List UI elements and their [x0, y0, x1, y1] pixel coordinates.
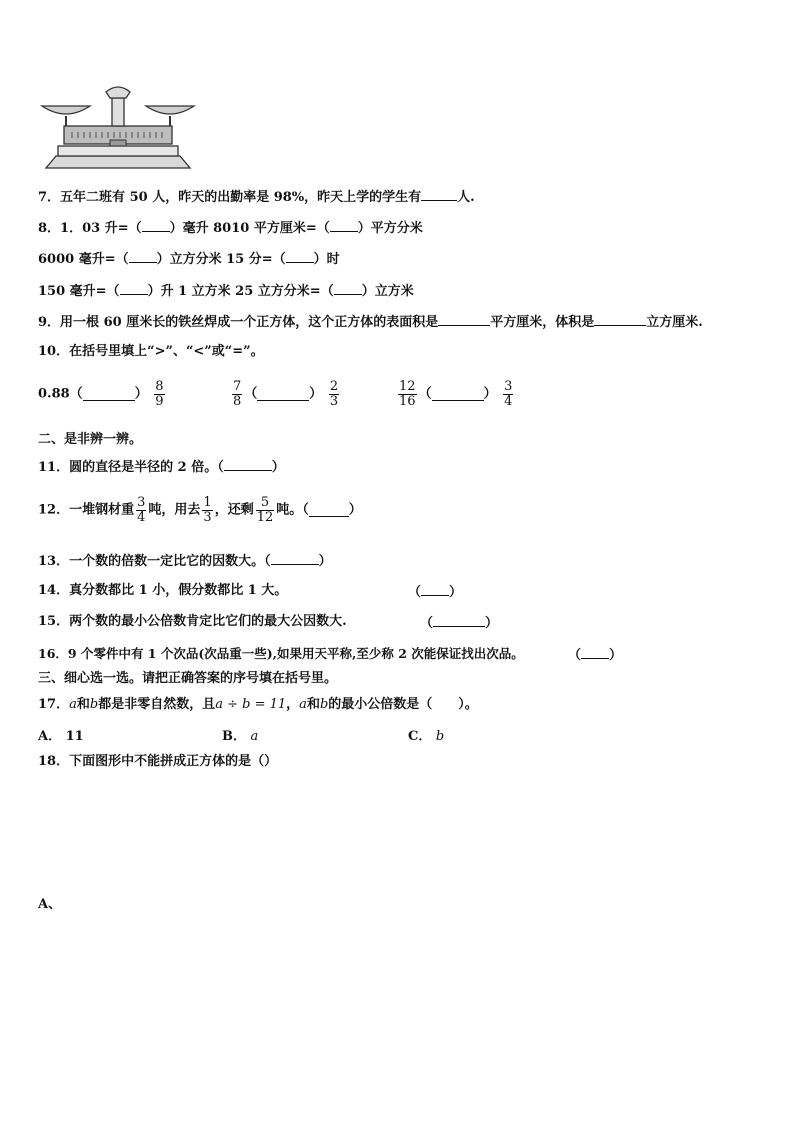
question-16: [38, 646, 524, 662]
question-text: 6000 毫升=（: [38, 252, 129, 267]
answer-blank[interactable]: [581, 646, 609, 659]
option-letter: B．: [222, 729, 246, 744]
fraction: [503, 380, 513, 409]
question-15-answer: [420, 614, 498, 632]
question-text: 用一根 60 厘米长的铁丝焊成一个正方体，这个正方体的表面积是: [60, 315, 439, 330]
fraction: [154, 380, 164, 409]
option-value: a: [250, 729, 259, 744]
paren-open: （: [69, 386, 83, 402]
question-text: 一堆钢材重: [69, 502, 135, 518]
question-text: 都是非零自然数，且: [98, 697, 216, 712]
question-number: 13．: [38, 554, 70, 569]
answer-blank[interactable]: [142, 219, 170, 232]
paren-close: ）: [348, 502, 362, 518]
denominator: 12: [256, 510, 274, 525]
question-number: 8．: [38, 221, 61, 236]
question-text: 立方厘米.: [646, 315, 703, 330]
numerator: 2: [329, 379, 339, 394]
question-text: ）立方米: [361, 284, 414, 299]
denominator: 9: [155, 394, 164, 409]
option-c[interactable]: [408, 729, 444, 745]
answer-blank[interactable]: [330, 219, 358, 232]
question-text: ）平方分米: [357, 221, 423, 236]
numerator: 1: [203, 495, 212, 510]
question-number: 12．: [38, 502, 70, 518]
question-text: 下面图形中不能拼成正方体的是（）: [69, 754, 278, 769]
question-text: 人.: [457, 190, 475, 205]
variable-b: b: [319, 697, 329, 712]
paren-open: （: [418, 386, 432, 402]
question-13: [38, 552, 332, 570]
answer-blank[interactable]: [120, 282, 148, 295]
answer-blank[interactable]: [421, 583, 449, 596]
question-14-answer: [408, 583, 462, 601]
question-18: [38, 754, 277, 770]
numerator: 3: [504, 379, 513, 394]
variable-a: a: [69, 697, 77, 712]
question-11: [38, 458, 285, 476]
answer-blank[interactable]: [594, 313, 646, 326]
question-9: [38, 313, 703, 331]
question-number: 15．: [38, 614, 70, 629]
fraction: [329, 380, 339, 409]
equation: a ÷ b = 11: [215, 697, 287, 712]
numerator: 7: [233, 379, 242, 394]
question-number: 9．: [38, 315, 61, 330]
question-10: [38, 344, 264, 360]
question-number: 14．: [38, 583, 70, 598]
option-letter: C．: [408, 729, 432, 744]
answer-blank[interactable]: [271, 552, 319, 565]
answer-blank[interactable]: [83, 388, 135, 401]
answer-blank[interactable]: [432, 388, 484, 401]
question-8-line-1: [38, 219, 423, 237]
paren-close: ）: [485, 616, 499, 631]
question-text: 150 毫升=（: [38, 284, 120, 299]
question-number: 7．: [38, 190, 61, 205]
question-number: 11．: [38, 460, 70, 475]
question-text: 9 个零件中有 1 个次品(次品重一些),如果用天平称,至少称 2 次能保证找出次品。: [67, 646, 524, 661]
question-text: 圆的直径是半径的 2 倍。（: [69, 460, 224, 475]
question-14: [38, 583, 287, 599]
question-18-option-a[interactable]: A、: [38, 897, 62, 912]
question-text: 真分数都比 1 小，假分数都比 1 大。: [69, 583, 288, 598]
question-text: ）毫升 8010 平方厘米=（: [169, 221, 330, 236]
compare-item-3: [396, 380, 515, 409]
section-heading-3: 三、细心选一选。请把正确答案的序号填在括号里。: [38, 671, 338, 686]
numerator: 5: [260, 495, 270, 510]
compare-item-2: [230, 380, 341, 409]
denominator: 3: [329, 394, 339, 409]
fraction: [256, 496, 275, 525]
option-letter: A．: [38, 729, 62, 744]
answer-blank[interactable]: [224, 458, 272, 471]
denominator: 4: [137, 510, 146, 525]
denominator: 8: [233, 394, 242, 409]
question-number: 18．: [38, 754, 70, 769]
question-text: 两个数的最小公倍数肯定比它们的最大公因数大.: [69, 614, 347, 629]
question-number: 17．: [38, 697, 70, 712]
paren-open: （: [408, 585, 422, 600]
question-text: ）升 1 立方米 25 立方分米=（: [147, 284, 334, 299]
question-15: [38, 614, 347, 630]
question-text: 在括号里填上“>”、“<”或“=”。: [69, 344, 264, 359]
question-text: 和: [76, 697, 90, 712]
fraction: [398, 380, 417, 409]
question-12: [38, 496, 362, 525]
question-7: [38, 188, 475, 206]
question-text: ，: [286, 697, 300, 712]
answer-blank[interactable]: [129, 250, 157, 263]
denominator: 16: [399, 394, 416, 409]
numerator: 12: [399, 379, 416, 394]
question-text: 吨，用去: [148, 502, 201, 518]
answer-blank[interactable]: [433, 614, 485, 627]
paren-close: ）: [309, 386, 323, 402]
paren-close: ）: [271, 460, 285, 475]
paren-close: ）: [134, 386, 148, 402]
balance-scale-image: [38, 82, 198, 172]
question-number: 16．: [38, 646, 68, 661]
question-text: ）时: [313, 252, 340, 267]
answer-blank[interactable]: [334, 282, 362, 295]
section-heading-2: 二、是非辨一辨。: [38, 432, 143, 447]
question-17: [38, 697, 478, 713]
question-text: 一个数的倍数一定比它的因数大。（: [69, 554, 271, 569]
fraction: [202, 496, 212, 525]
question-text: 五年二班有 50 人，昨天的出勤率是 98%，昨天上学的学生有: [60, 190, 422, 205]
answer-blank[interactable]: [286, 250, 314, 263]
answer-blank[interactable]: [421, 188, 457, 201]
question-16-answer: [568, 646, 622, 664]
question-text: 吨。（: [276, 502, 309, 518]
question-text: 平方厘米，体积是: [490, 315, 595, 330]
numerator: 3: [137, 495, 146, 510]
answer-blank[interactable]: [309, 504, 349, 517]
fraction: [232, 380, 242, 409]
paren-close: ）: [609, 648, 623, 663]
compare-item-1: [38, 380, 167, 409]
question-text: 1．03 升=（: [60, 221, 142, 236]
fraction: [136, 496, 146, 525]
decimal-value: 0.88: [38, 386, 70, 402]
option-value: b: [435, 729, 445, 744]
question-text: ，还剩: [214, 502, 254, 518]
paren-open: （: [420, 616, 434, 631]
numerator: 8: [155, 379, 164, 394]
variable-a: a: [299, 697, 307, 712]
question-8-line-2: [38, 250, 340, 268]
variable-b: b: [89, 697, 99, 712]
question-number: 10．: [38, 344, 70, 359]
paren-open: （: [244, 386, 258, 402]
paren-close: ）: [483, 386, 497, 402]
answer-blank[interactable]: [438, 313, 490, 326]
option-a[interactable]: [38, 729, 84, 745]
option-b[interactable]: [222, 729, 258, 745]
option-value: 11: [65, 729, 84, 744]
question-text: 和: [306, 697, 320, 712]
denominator: 3: [203, 510, 212, 525]
question-text: ）立方分米 15 分=（: [156, 252, 286, 267]
paren-close: ）: [449, 585, 463, 600]
question-8-line-3: [38, 282, 414, 300]
denominator: 4: [504, 394, 513, 409]
paren-open: （: [568, 648, 582, 663]
question-text: 的最小公倍数是（ ）。: [328, 697, 478, 712]
answer-blank[interactable]: [257, 388, 309, 401]
paren-close: ）: [318, 554, 332, 569]
